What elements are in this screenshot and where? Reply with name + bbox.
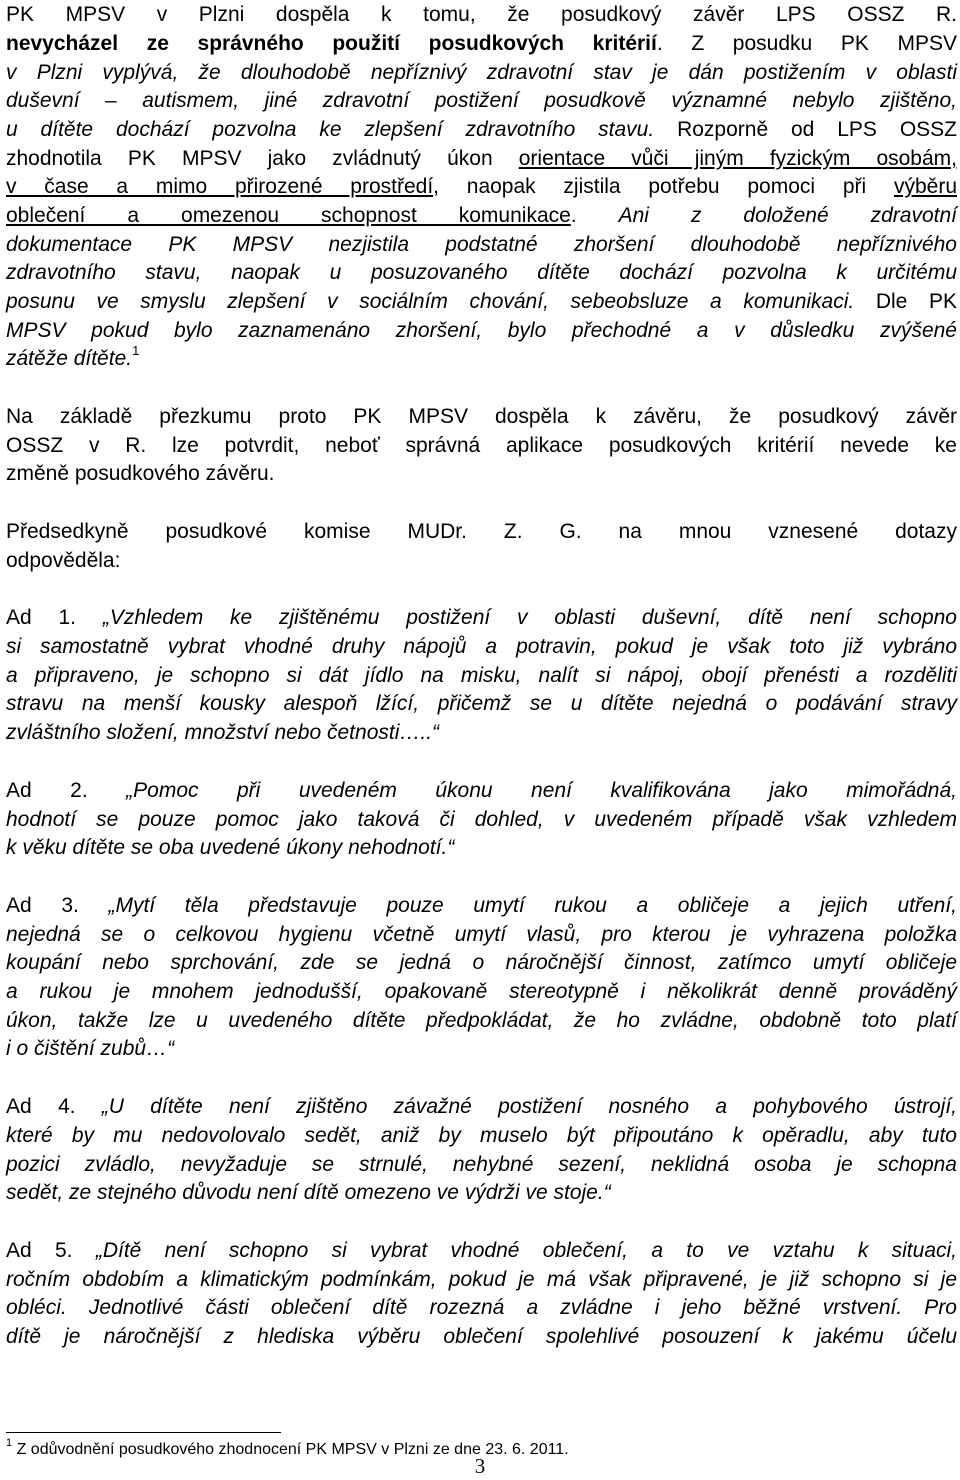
text-line — [6, 316, 957, 345]
page-number: 3 — [474, 1454, 486, 1478]
text-segment: Ad 1. — [6, 606, 103, 629]
text-segment: Ad 5. — [6, 1239, 96, 1262]
text-line — [6, 258, 957, 287]
text-line — [6, 1092, 957, 1121]
text-segment: nevycházel ze správného použití posudkových kritérií — [6, 32, 657, 55]
text-line — [6, 891, 957, 920]
text-segment: v Plzni vyplývá, že dlouhodobě nepříznivý zdravotní stav je dán postižením v oblasti — [6, 61, 957, 84]
text-line — [6, 201, 957, 230]
text-segment: , naopak zjistila potřebu pomoci při — [433, 175, 894, 198]
text-line — [6, 1178, 957, 1207]
text-line — [6, 948, 957, 977]
footnote-separator — [6, 1432, 281, 1433]
text-segment: a rukou je mnohem jednodušší, opakovaně stereotypně i několikrát denně prováděný — [6, 980, 957, 1003]
text-line — [6, 344, 957, 373]
text-line — [6, 833, 957, 862]
text-segment: zvláštního složení, množství nebo četnosti…..“ — [6, 721, 440, 744]
text-line — [6, 689, 957, 718]
text-segment: orientace vůči jiným fyzickým osobám, — [518, 147, 957, 170]
text-segment: odpověděla: — [6, 549, 121, 572]
text-segment: Rozporně od LPS OSSZ — [654, 118, 958, 141]
text-line — [6, 1006, 957, 1035]
text-segment: Ad 4. — [6, 1095, 102, 1118]
text-segment: stravu na menší kousky alespoň lžící, přičemž se u dítěte nejedná o podávání stravy — [6, 692, 957, 715]
text-segment: zdravotního stavu, naopak u posuzovaného dítěte dochází pozvolna k určitému — [6, 261, 957, 284]
text-line — [6, 546, 957, 575]
text-line — [6, 1293, 957, 1322]
text-segment: . Z posudku PK MPSV — [656, 32, 957, 55]
text-segment: OSSZ v R. lze potvrdit, neboť správná aplikace posudkových kritérií nevede ke — [6, 434, 957, 457]
text-line — [6, 1034, 957, 1063]
text-line — [6, 1322, 957, 1351]
footnote-text: Z odůvodnění posudkového zhodnocení PK MPSV v Plzni ze dne 23. 6. 2011. — [12, 1441, 569, 1458]
text-line — [6, 977, 957, 1006]
text-line — [6, 718, 957, 747]
text-segment: obléci. Jednotlivé části oblečení dítě rozezná a zvládne i jeho běžné vrstvení. Pro — [6, 1296, 957, 1319]
text-segment: „U dítěte není zjištěno závažné postižení nosného a pohybového ústrojí, — [101, 1095, 958, 1118]
text-line — [6, 230, 957, 259]
text-line — [6, 431, 957, 460]
text-segment: MPSV pokud bylo zaznamenáno zhoršení, bylo přechodné a v důsledku zvýšené — [6, 319, 957, 342]
text-line — [6, 920, 957, 949]
text-line — [6, 287, 957, 316]
footnote-marker: 1 — [6, 1436, 13, 1449]
text-segment: dokumentace PK MPSV nezjistila podstatné zhoršení dlouhodobě nepříznivého — [6, 233, 957, 256]
text-segment: posunu ve smyslu zlepšení v sociálním chování, sebeobsluze a komunikaci. — [6, 290, 855, 313]
text-segment: si samostatně vybrat vhodné druhy nápojů a potravin, pokud je však toto již vybráno — [6, 635, 957, 658]
text-line — [6, 1150, 957, 1179]
text-segment: Dle PK — [854, 290, 957, 313]
text-line — [6, 661, 957, 690]
text-segment: PK MPSV v Plzni dospěla k tomu, že posudkový závěr LPS OSSZ R. — [6, 3, 957, 26]
text-segment: nejedná se o celkovou hygienu včetně umytí vlasů, pro kterou je vyhrazena položka — [6, 923, 957, 946]
text-line — [6, 172, 957, 201]
text-segment: v čase a mimo přirozené prostředí — [6, 175, 434, 198]
text-segment: oblečení a omezenou schopnost komunikace — [6, 204, 571, 227]
text-segment: dítě je náročnější z hlediska výběru oblečení spolehlivé posouzení k jakému účelu — [6, 1325, 957, 1348]
text-line — [6, 144, 957, 173]
text-line — [6, 1121, 957, 1150]
text-line — [6, 402, 957, 431]
text-segment: k věku dítěte se oba uvedené úkony nehodnotí.“ — [6, 836, 455, 859]
text-segment: „Dítě není schopno si vybrat vhodné oblečení, a to ve vztahu k situaci, — [95, 1239, 957, 1262]
text-segment: pozici zvládlo, nevyžaduje se strnulé, nehybné sezení, neklidná osoba je schopna — [6, 1153, 957, 1176]
text-line — [6, 58, 957, 87]
text-segment: úkon, takže lze u uvedeného dítěte předpokládat, že ho zvládne, obdobně toto platí — [6, 1009, 957, 1032]
text-segment: ročním obdobím a klimatickým podmínkám, pokud je má však připravené, je již schopno si je — [6, 1268, 957, 1291]
text-line — [6, 632, 957, 661]
text-line — [6, 1236, 957, 1265]
text-segment: změně posudkového závěru. — [6, 462, 275, 485]
text-segment: „Vzhledem ke zjištěnému postižení v oblasti duševní, dítě není schopno — [102, 606, 957, 629]
text-segment: sedět, ze stejného důvodu není dítě omezeno ve výdrži ve stoje.“ — [6, 1181, 611, 1204]
text-segment: i o čištění zubů…“ — [6, 1037, 175, 1060]
text-segment: u dítěte dochází pozvolna ke zlepšení zdravotního stavu. — [6, 118, 655, 141]
text-segment: zhodnotila PK MPSV jako zvládnutý úkon — [6, 147, 519, 170]
text-segment: zátěže dítěte. — [6, 347, 133, 370]
text-segment: a připraveno, je schopno si dát jídlo na misku, nalít si nápoj, obojí přenésti a rozděliti — [6, 664, 957, 687]
text-segment: které by mu nedovolovalo sedět, aniž by muselo být připoutáno k opěradlu, aby tuto — [6, 1124, 957, 1147]
text-segment: Na základě přezkumu proto PK MPSV dospěla k závěru, že posudkový závěr — [6, 405, 957, 428]
text-line — [6, 1265, 957, 1294]
text-segment: hodnotí se pouze pomoc jako taková či dohled, v uvedeném případě však vzhledem — [6, 808, 957, 831]
text-line — [6, 115, 957, 144]
text-segment: výběru — [893, 175, 957, 198]
text-line — [6, 86, 957, 115]
text-line — [6, 517, 957, 546]
text-segment: Ad 2. — [6, 779, 127, 802]
text-line — [6, 459, 957, 488]
text-line — [6, 603, 957, 632]
text-line — [6, 805, 957, 834]
text-segment: „Pomoc při uvedeném úkonu není kvalifikována jako mimořádná, — [126, 779, 957, 802]
text-segment: koupání nebo sprchování, zde se jedná o náročnější činnost, zatímco umytí obličeje — [6, 951, 957, 974]
text-segment: Předsedkyně posudkové komise MUDr. Z. G. na mnou vznesené dotazy — [6, 520, 957, 543]
text-segment: duševní – autismem, jiné zdravotní postižení posudkově významné nebylo zjištěno, — [6, 89, 957, 112]
text-segment: Ani z doložené zdravotní — [618, 204, 957, 227]
text-segment: . — [570, 204, 619, 227]
text-line — [6, 29, 957, 58]
text-segment: „Mytí těla představuje pouze umytí rukou a obličeje a jejich utření, — [108, 894, 957, 917]
text-segment: Ad 3. — [6, 894, 109, 917]
footnote-reference: 1 — [132, 343, 140, 358]
text-line — [6, 0, 957, 29]
text-line — [6, 776, 957, 805]
